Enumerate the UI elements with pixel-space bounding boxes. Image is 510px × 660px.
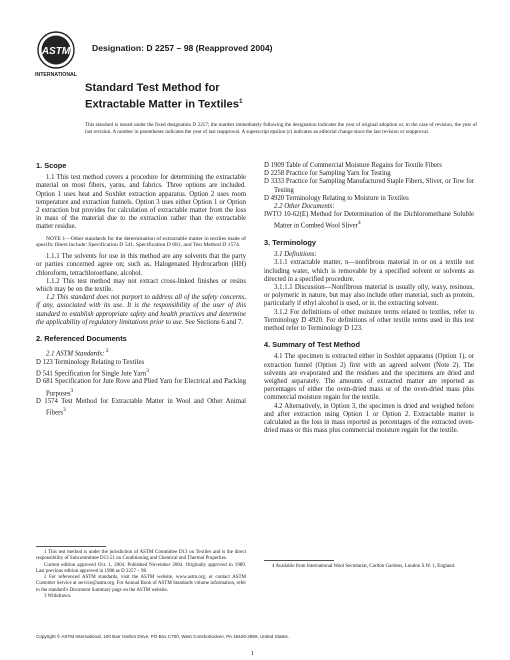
ref-d4920: D 4920 Terminology Relating to Moisture in Textiles <box>264 194 409 202</box>
page-number: 1 <box>251 650 255 657</box>
term-3-1: 3.1 Definitions: <box>274 251 317 259</box>
footnote-mark: 3 <box>146 367 149 374</box>
footnote-1: 1 This test method is under the jurisdiction of ASTM Committee D13 on Textiles and is the direct responsibility of Subcommittee D13.51 on Conditioning and Chemical and Thermal Properties. <box>36 550 246 562</box>
svg-text:ASTM: ASTM <box>41 46 71 57</box>
term-3-1-2: 3.1.2 For definitions of other moisture terms related to textiles, refer to Terminology D 4920. For definitions of other textile terms used in this test method refer to Terminology D 123. <box>264 308 474 332</box>
ref-text: D 1574 Test Method for Extractable Matter in Wool and Other Animal Fibers <box>36 398 246 417</box>
ref-text: D 681 Specification for Jute Rove and Plied Yarn for Electrical and Packing Purposes <box>36 378 246 397</box>
astm-standards-label: 2.1 ASTM Standards: <box>46 350 105 358</box>
ref-d541 <box>36 367 246 378</box>
right-column <box>264 162 474 435</box>
note-1: NOTE 1—Other standards for the determination of extractable matter in textiles made of specific fibers include: Specification D 541, Specification D 681, and Test Method D 1574. <box>36 235 246 249</box>
left-column <box>36 162 246 418</box>
ref-text: D 123 Terminology Relating to Textiles <box>36 358 145 366</box>
footnote-2: 2 For referenced ASTM standards, visit the ASTM website, www.astm.org, or contact ASTM Customer Service at service@astm.org. For Annual Book of ASTM Standards volume information, refer to the standard's Document Summary page on the ASTM website. <box>36 575 246 593</box>
safety-statement-tail: See Sections 6 and 7. <box>183 318 244 326</box>
scope-1-1-1: 1.1.1 The solvents for use in this method are any solvents that the party or parties concerned agree on; such as, Halogenated Hydrocarbon (HH) chloroform, tetrachloroethane, alcohol. <box>36 253 246 277</box>
left-footnotes <box>36 546 246 600</box>
other-documents-label: 2.2 Other Documents: <box>274 203 335 211</box>
section-scope-heading: 1. Scope <box>36 161 67 170</box>
term-3-1-1: 3.1.1 extractable matter, n—nonfibrous material in or on a textile not including water, which is removable by a specified solvent or solvents as directed in a specified procedure. <box>264 259 474 283</box>
title-line-1: Standard Test Method for <box>85 82 220 94</box>
footnote-1b: Current edition approved Oct. 1, 2004. Published November 2004. Originally approved in 1989. Last previous edition approved in 1998 as D 2257 – 98. <box>36 562 246 574</box>
scope-1-1-2: 1.1.2 This test method may not extract cross-linked finishes or resins which may be on the textile. <box>36 277 246 294</box>
ref-d3333: D 3333 Practice for Sampling Manufactured Staple Fibers, Sliver, or Tow for Testing <box>264 178 474 194</box>
footnote-rule <box>264 560 334 561</box>
ref-d1574 <box>36 398 246 418</box>
ref-d1909: D 1909 Table of Commercial Moisture Regains for Textile Fibers <box>264 162 442 169</box>
designation: Designation: D 2257 – 98 (Reapproved 2004) <box>92 43 273 53</box>
summary-4-1: 4.1 The specimen is extracted either in Soxhlet apparatus (Option 1), or extraction funnel (Option 2) first with an agreed solvent (Note 2). The solvents are evaporated and the residues and the specimens are dried and weighed separately. The amounts of extracted matter are reported as percentages of either the oven-dried mass or of the oven-dried mass plus commercial moisture regain for the textile. <box>264 353 474 402</box>
section-refdocs-heading: 2. Referenced Documents <box>36 334 127 344</box>
document-title <box>85 82 385 112</box>
ref-d123 <box>36 359 246 367</box>
ref-text: IWTO 10-62(E) Method for Determination of the Dichloromethane Soluble Matter in Combed Wool Sliver <box>264 211 474 230</box>
title-line-2 <box>85 95 385 112</box>
section-summary-heading: 4. Summary of Test Method <box>264 340 360 350</box>
right-footnotes <box>264 560 474 570</box>
footnote-mark: 3 <box>70 387 74 394</box>
footnote-4: 4 Available from International Wool Secretariat, Carlton Gardens, London S.W. 1, England. <box>272 564 456 569</box>
ref-d2258: D 2258 Practice for Sampling Yarn for Testing <box>264 170 391 178</box>
issuance-notice: This standard is issued under the fixed designation D 2257; the number immediately following the designation indicates the year of original adoption or, in the case of revision, the year of last revision. A number in parentheses indicates the year of last reapproval. A superscript epsilon (ε) indicates an editorial change since the last revision or reapproval. <box>85 122 477 135</box>
scope-1-1: 1.1 This test method covers a procedure for determining the extractable material on most fibers, yarns, and fabrics. Three options are included. Option 1 uses heat and Soxhlet extraction apparatus. Option 2 uses room temperature and extraction funnels. Option 3 uses either Option 1 or Option 2 extraction but provides for calculation of extractable matter from the loss in mass of the material due to the extraction rather than the extractable matter residue. <box>36 174 246 231</box>
term-3-1-1-1: 3.1.1.1 Discussion—Nonfibrous material is usually oily, waxy, resinous, or polymeric in nature, but may also include other material, such as protein, particularly if ethyl alcohol is used, or in. the extracting solvent. <box>264 283 474 308</box>
footnote-mark: 2 <box>104 348 109 355</box>
section-terminology-heading: 3. Terminology <box>264 237 317 247</box>
ref-d681 <box>36 378 246 398</box>
astm-logo <box>34 30 78 80</box>
refdocs-2-1 <box>36 347 246 358</box>
svg-text:INTERNATIONAL: INTERNATIONAL <box>35 72 77 78</box>
ref-iwto <box>264 211 474 231</box>
safety-statement: 1.2 This standard does not purport to address all of the safety concerns, if any, associated with its use. It is the responsibility of the user of this standard to establish appropriate safety and health practices and determine the applicability of regulatory limitations prior to use. <box>36 294 246 326</box>
astm-logo-icon <box>34 30 78 80</box>
footnote-mark: 3 <box>63 407 66 414</box>
footnote-3: 3 Withdrawn. <box>44 594 72 600</box>
scope-1-2 <box>36 294 246 327</box>
footnote-rule <box>36 546 106 547</box>
summary-4-2: 4.2 Alternatively, in Option 3, the specimen is dried and weighed before and after extraction using Option 1 or Option 2. Extractable matter is calculated as the loss in mass reported as percentages of the extracted oven-dried mass or this mass plus commercial moisture regain for the textile. <box>264 402 474 435</box>
ref-text: D 541 Specification for Single Jute Yarn <box>36 370 147 378</box>
title-text: Extractable Matter in Textiles <box>85 98 239 111</box>
footnote-mark: 4 <box>357 220 361 227</box>
copyright-footer: Copyright © ASTM International, 100 Barr Harbor Drive, PO Box C700, West Conshohocken, PA 19428-2959, United States. <box>36 634 289 639</box>
title-footnote-mark: 1 <box>239 98 243 105</box>
